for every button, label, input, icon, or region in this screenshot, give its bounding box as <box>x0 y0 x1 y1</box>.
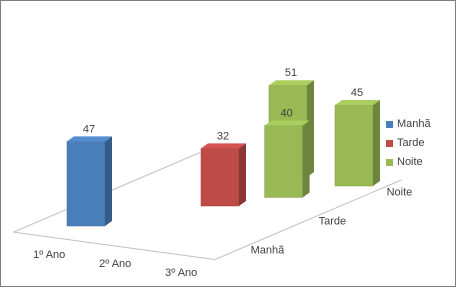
depth-tick-label: Tarde <box>318 215 347 228</box>
category-tick-label: 1º Ano <box>33 249 66 262</box>
data-label: 40 <box>280 107 293 120</box>
legend-item-tarde <box>386 134 431 153</box>
bar-top <box>67 136 112 141</box>
legend-item-noite <box>386 153 431 172</box>
category-tick-label: 3º Ano <box>165 267 198 280</box>
bar-side <box>303 120 310 197</box>
bar-front <box>335 105 373 186</box>
legend-swatch-tarde <box>386 140 393 147</box>
data-label: 32 <box>216 130 230 143</box>
legend-swatch-noite <box>386 159 393 166</box>
data-label: 51 <box>284 67 298 80</box>
bar-side <box>105 136 112 226</box>
bar-side <box>373 100 380 186</box>
bar-front <box>67 141 105 226</box>
depth-tick-label: Manhã <box>250 244 285 257</box>
bar-front <box>201 148 239 206</box>
legend-swatch-manha <box>386 121 393 128</box>
bar-top <box>265 120 310 125</box>
legend <box>386 115 431 172</box>
data-label: 47 <box>82 123 96 136</box>
legend-label-manha: Manhã <box>397 118 431 130</box>
legend-label-noite: Noite <box>397 156 423 168</box>
data-label: 45 <box>350 87 364 99</box>
legend-item-manha <box>386 115 431 134</box>
legend-label-tarde: Tarde <box>397 137 425 149</box>
bar-front <box>265 125 303 197</box>
bar-top <box>335 100 380 105</box>
category-tick-label: 2º Ano <box>99 258 132 271</box>
depth-tick-label: Noite <box>386 186 413 199</box>
bar-top <box>269 80 314 85</box>
bar-top <box>201 143 246 148</box>
bar-side <box>239 143 246 206</box>
